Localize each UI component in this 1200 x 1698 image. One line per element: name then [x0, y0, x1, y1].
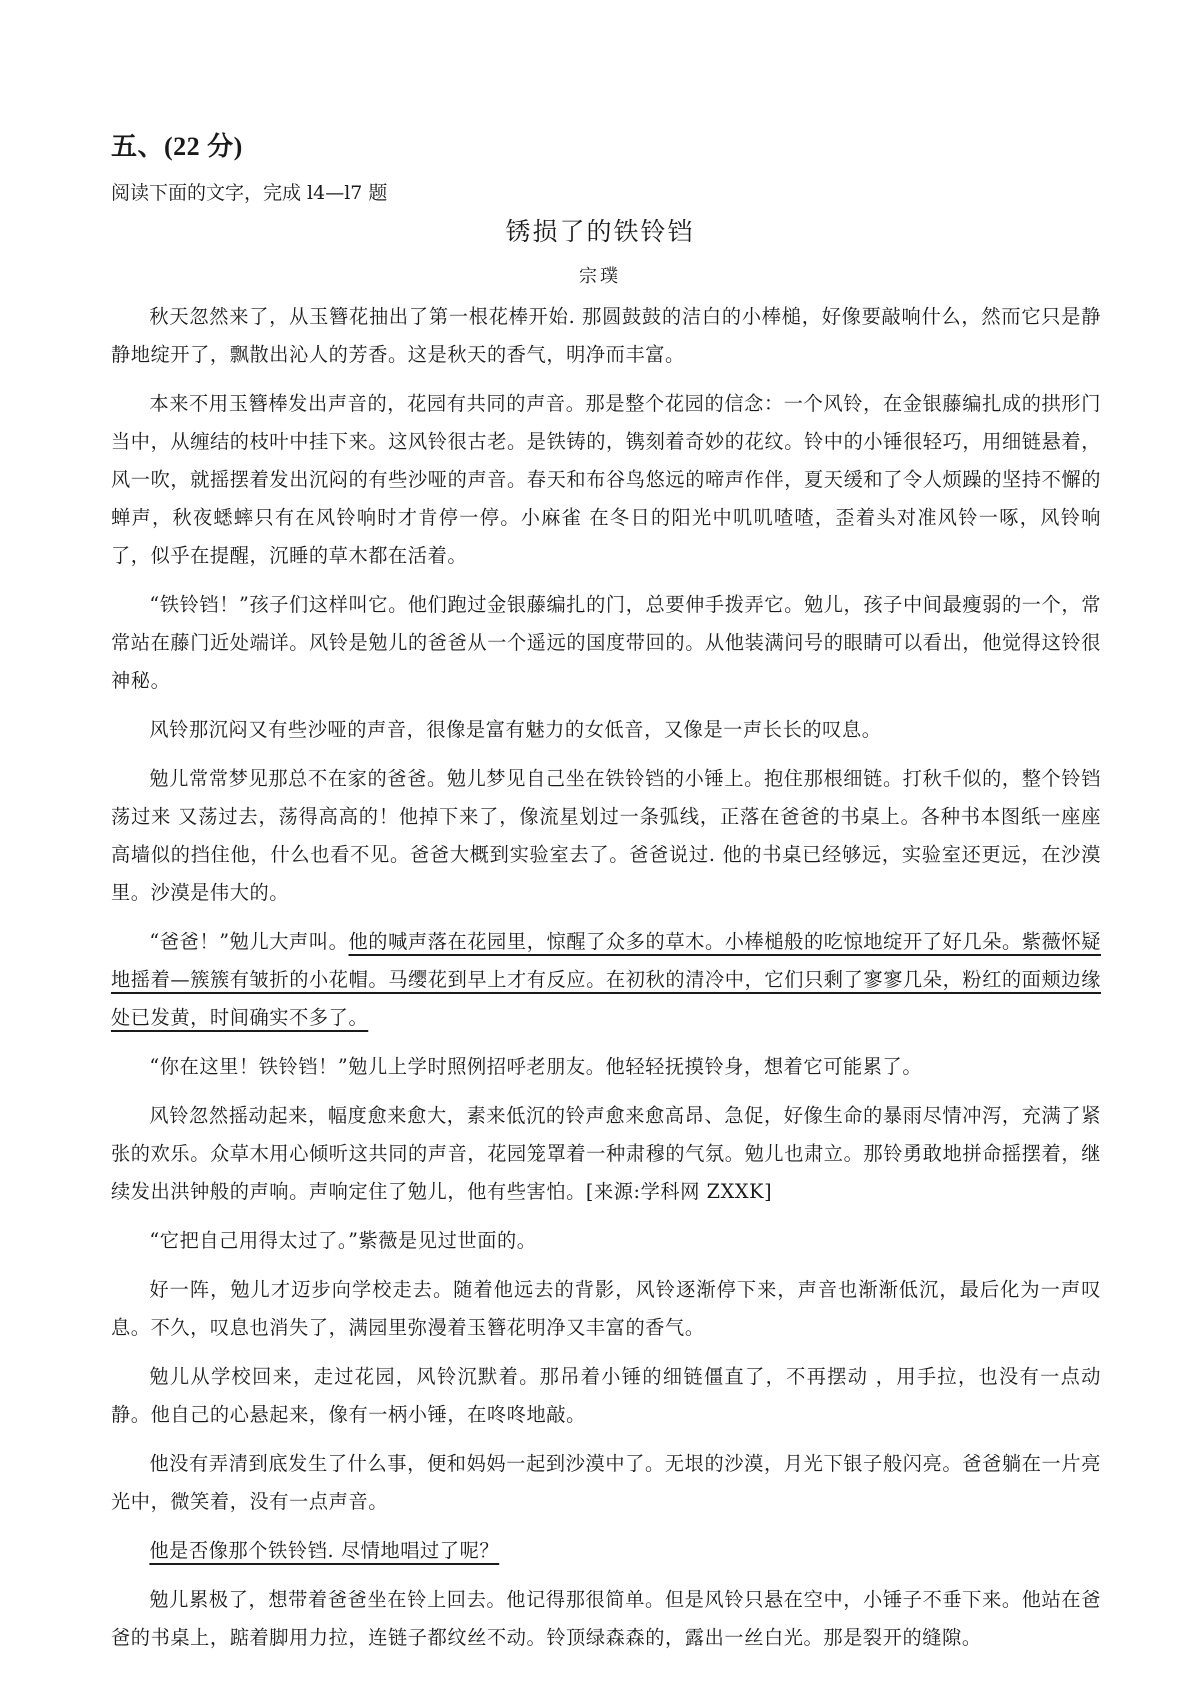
paragraph-14: [111, 1581, 1101, 1657]
paragraph-2-text: 本来不用玉簪棒发出声音的，花园有共同的声音。那是整个花园的信念：一个风铃，在金银藤编扎成的拱形门当中，从缠结的枝叶中挂下来。这风铃很古老。是铁铸的，镌刻着奇妙的花纹。铃中的小锤很轻巧，用细链悬着，风一吹，就摇摆着发出沉闷的有些沙哑的声音。春天和布谷鸟悠远的啼声作伴，夏天缓和了令人烦躁的坚持不懈的蝉声，秋夜蟋蟀只有在风铃响时才肯停一停。小麻雀 在冬日的阳光中叽叽喳喳，歪着头对准风铃一啄，风铃响了，似乎在提醒，沉睡的草木都在活着。: [111, 392, 1101, 567]
article-body: [111, 298, 1101, 1668]
paragraph-10: [111, 1271, 1101, 1347]
article-title: 锈损了的铁铃铛: [505, 217, 695, 246]
section-heading: 五、(22 分): [111, 132, 243, 161]
paragraph-10-text: 好一阵，勉儿才迈步向学校走去。随着他远去的背影，风铃逐渐停下来，声音也渐渐低沉，最后化为一声叹息。不久，叹息也消失了，满园里弥漫着玉簪花明净又丰富的香气。: [111, 1278, 1101, 1339]
paragraph-12: [111, 1445, 1101, 1521]
paragraph-5-text: 勉儿常常梦见那总不在家的爸爸。勉儿梦见自己坐在铁铃铛的小锤上。抱住那根细链。打秋千似的，整个铃铛荡过来 又荡过去，荡得高高的！他掉下来了，像流星划过一条弧线，正落在爸爸的书桌上。各种书本图纸一座座高墙似的挡住他，什么也看不见。爸爸大概到实验室去了。爸爸说过. 他的书桌已经够远，实验室还更远，在沙漠里。沙漠是伟大的。: [111, 767, 1101, 904]
paragraph-4-text: 风铃那沉闷又有些沙哑的声音，很像是富有魅力的女低音，又像是一声长长的叹息。: [149, 718, 882, 741]
paragraph-11: [111, 1358, 1101, 1434]
paragraph-6: [111, 923, 1101, 1037]
paragraph-12-text: 他没有弄清到底发生了什么事，便和妈妈一起到沙漠中了。无垠的沙漠，月光下银子般闪亮。爸爸躺在一片亮光中，微笑着，没有一点声音。: [111, 1452, 1101, 1513]
paragraph-3-text: “铁铃铛！”孩子们这样叫它。他们跑过金银藤编扎的门，总要伸手拨弄它。勉儿，孩子中间最瘦弱的一个，常常站在藤门近处端详。风铃是勉儿的爸爸从一个遥远的国度带回的。从他装满问号的眼睛可以看出，他觉得这铃很神秘。: [111, 593, 1101, 692]
reading-instruction: 阅读下面的文字，完成 l4—l7 题: [111, 182, 388, 204]
paragraph-7: [111, 1048, 1101, 1086]
paragraph-1: [111, 298, 1101, 374]
paragraph-9-text: “它把自己用得太过了。”紫薇是见过世面的。: [149, 1229, 537, 1252]
underlined-passage-2: 他是否像那个铁铃铛. 尽情地唱过了呢？: [149, 1539, 500, 1562]
paragraph-8-text: 风铃忽然摇动起来，幅度愈来愈大，素来低沉的铃声愈来愈高昂、急促，好像生命的暴雨尽情冲泻，充满了紧张的欢乐。众草木用心倾听这共同的声音，花园笼罩着一种肃穆的气氛。勉儿也肃立。那铃勇敢地拼命摇摆着，继续发出洪钟般的声响。声响定住了勉儿，他有些害怕。[来源:学科网 ZXXK]: [111, 1104, 1101, 1203]
paragraph-13: [111, 1532, 1101, 1570]
paragraph-5: [111, 760, 1101, 912]
paragraph-2: [111, 385, 1101, 575]
paragraph-1-text: 秋天忽然来了，从玉簪花抽出了第一根花棒开始. 那圆鼓鼓的洁白的小棒槌，好像要敲响什么，然而它只是静静地绽开了，飘散出沁人的芳香。这是秋天的香气，明净而丰富。: [111, 305, 1101, 366]
paragraph-8: [111, 1097, 1101, 1211]
paragraph-4: [111, 711, 1101, 749]
paragraph-6-text: “爸爸！”勉儿大声叫。: [149, 930, 349, 953]
paragraph-9: [111, 1222, 1101, 1260]
paragraph-14-text: 勉儿累极了，想带着爸爸坐在铃上回去。他记得那很简单。但是风铃只悬在空中，小锤子不垂下来。他站在爸爸的书桌上，踮着脚用力拉，连链子都纹丝不动。铃顶绿森森的，露出一丝白光。那是裂开的缝隙。: [111, 1588, 1101, 1649]
article-author: 宗璞: [579, 266, 621, 287]
paragraph-7-text: “你在这里！铁铃铛！”勉儿上学时照例招呼老朋友。他轻轻抚摸铃身，想着它可能累了。: [149, 1055, 923, 1078]
underlined-passage-1: 他的喊声落在花园里，惊醒了众多的草木。小棒槌般的吃惊地绽开了好几朵。紫薇怀疑地摇着—簇簇有皱折的小花帽。马缨花到早上才有反应。在初秋的清冷中，它们只剩了寥寥几朵，粉红的面颊边缘处已发黄，时间确实不多了。: [111, 930, 1101, 1029]
paragraph-3: [111, 586, 1101, 700]
paragraph-11-text: 勉儿从学校回来，走过花园，风铃沉默着。那吊着小锤的细链僵直了，不再摆动 ，用手拉，也没有一点动静。他自己的心悬起来，像有一柄小锤，在咚咚地敲。: [111, 1365, 1101, 1426]
